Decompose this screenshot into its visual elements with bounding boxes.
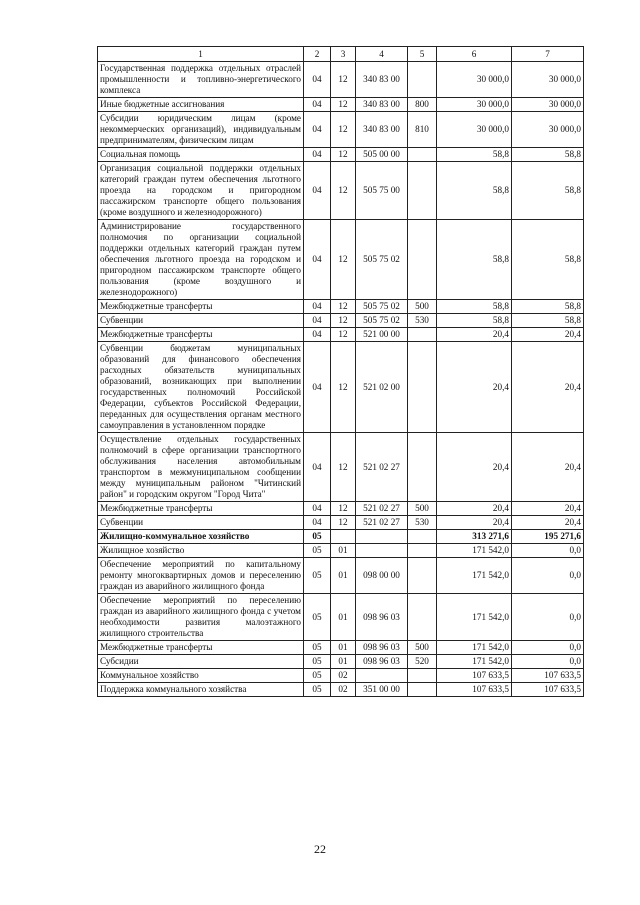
row-amount-2-cell: 0,0 xyxy=(512,641,584,655)
row-subsection-cell: 01 xyxy=(331,558,356,594)
row-expense-type-cell xyxy=(408,544,437,558)
row-amount-1-cell: 58,8 xyxy=(437,314,512,328)
row-subsection-cell: 12 xyxy=(331,502,356,516)
table-row xyxy=(98,594,584,641)
row-subsection-cell: 01 xyxy=(331,544,356,558)
row-subsection-cell: 01 xyxy=(331,641,356,655)
row-amount-2-cell: 0,0 xyxy=(512,655,584,669)
table-row xyxy=(98,342,584,433)
table-row xyxy=(98,544,584,558)
row-target-code-cell: 505 75 02 xyxy=(356,314,408,328)
row-amount-1-cell: 30 000,0 xyxy=(437,112,512,148)
row-expense-type-cell: 500 xyxy=(408,300,437,314)
table-row xyxy=(98,433,584,502)
table-row xyxy=(98,314,584,328)
row-expense-type-cell xyxy=(408,433,437,502)
row-section-cell: 05 xyxy=(304,641,331,655)
row-name-cell: Осуществление отдельных государственных полномочий в сфере организации транспортного обслуживания населения автомобильным транспортом в межмуниципальном сообщении между муниципальным районом "Читинский район" и городским округом "Город Чита" xyxy=(98,433,304,502)
row-amount-1-cell: 171 542,0 xyxy=(437,544,512,558)
row-name-cell: Субвенции xyxy=(98,516,304,530)
row-amount-1-cell: 20,4 xyxy=(437,502,512,516)
row-subsection-cell: 01 xyxy=(331,594,356,641)
row-section-cell: 04 xyxy=(304,328,331,342)
row-amount-1-cell: 171 542,0 xyxy=(437,641,512,655)
row-subsection-cell: 12 xyxy=(331,112,356,148)
table-header-row xyxy=(98,47,584,62)
table-row xyxy=(98,669,584,683)
table-row xyxy=(98,328,584,342)
row-section-cell: 04 xyxy=(304,148,331,162)
row-amount-1-cell: 313 271,6 xyxy=(437,530,512,544)
row-target-code-cell: 098 96 03 xyxy=(356,594,408,641)
row-expense-type-cell xyxy=(408,558,437,594)
table-row xyxy=(98,655,584,669)
row-name-cell: Обеспечение мероприятий по капитальному ремонту многоквартирных домов и переселению граждан из аварийного жилищного фонда xyxy=(98,558,304,594)
row-amount-1-cell: 171 542,0 xyxy=(437,594,512,641)
row-amount-1-cell: 20,4 xyxy=(437,342,512,433)
header-cell-6: 6 xyxy=(437,47,512,62)
row-subsection-cell: 12 xyxy=(331,98,356,112)
header-cell-1: 1 xyxy=(98,47,304,62)
row-name-cell: Межбюджетные трансферты xyxy=(98,502,304,516)
header-cell-7: 7 xyxy=(512,47,584,62)
row-target-code-cell: 521 02 00 xyxy=(356,342,408,433)
row-name-cell: Организация социальной поддержки отдельных категорий граждан путем обеспечения льготного проезда на городском и пригородном пассажирском транспорте общего пользования (кроме воздушного и железнодорожного) xyxy=(98,162,304,220)
row-amount-2-cell: 20,4 xyxy=(512,502,584,516)
row-expense-type-cell: 500 xyxy=(408,502,437,516)
row-target-code-cell xyxy=(356,530,408,544)
row-target-code-cell: 098 96 03 xyxy=(356,641,408,655)
row-amount-1-cell: 58,8 xyxy=(437,148,512,162)
row-target-code-cell: 505 75 00 xyxy=(356,162,408,220)
row-amount-2-cell: 30 000,0 xyxy=(512,112,584,148)
row-expense-type-cell xyxy=(408,669,437,683)
row-name-cell: Поддержка коммунального хозяйства xyxy=(98,683,304,697)
row-section-cell: 04 xyxy=(304,62,331,98)
row-target-code-cell: 340 83 00 xyxy=(356,98,408,112)
row-name-cell: Коммунальное хозяйство xyxy=(98,669,304,683)
row-subsection-cell: 12 xyxy=(331,314,356,328)
row-amount-2-cell: 20,4 xyxy=(512,328,584,342)
row-section-cell: 05 xyxy=(304,558,331,594)
row-expense-type-cell xyxy=(408,328,437,342)
row-expense-type-cell: 530 xyxy=(408,516,437,530)
row-expense-type-cell: 500 xyxy=(408,641,437,655)
row-section-cell: 04 xyxy=(304,98,331,112)
row-amount-2-cell: 30 000,0 xyxy=(512,62,584,98)
row-name-cell: Обеспечение мероприятий по переселению граждан из аварийного жилищного фонда с учетом необходимости развития малоэтажного жилищного строительства xyxy=(98,594,304,641)
table-row xyxy=(98,530,584,544)
row-target-code-cell: 351 00 00 xyxy=(356,683,408,697)
row-target-code-cell: 505 75 02 xyxy=(356,220,408,300)
row-section-cell: 05 xyxy=(304,655,331,669)
row-subsection-cell: 12 xyxy=(331,328,356,342)
row-amount-1-cell: 58,8 xyxy=(437,162,512,220)
row-target-code-cell: 521 02 27 xyxy=(356,433,408,502)
row-amount-1-cell: 20,4 xyxy=(437,328,512,342)
row-subsection-cell: 12 xyxy=(331,220,356,300)
row-section-cell: 04 xyxy=(304,112,331,148)
row-name-cell: Субвенции xyxy=(98,314,304,328)
table-row xyxy=(98,516,584,530)
row-target-code-cell: 521 02 27 xyxy=(356,516,408,530)
row-target-code-cell: 505 75 02 xyxy=(356,300,408,314)
row-section-cell: 05 xyxy=(304,544,331,558)
row-section-cell: 04 xyxy=(304,502,331,516)
table-row xyxy=(98,148,584,162)
row-target-code-cell: 505 00 00 xyxy=(356,148,408,162)
row-amount-2-cell: 20,4 xyxy=(512,342,584,433)
row-subsection-cell: 02 xyxy=(331,669,356,683)
table-row xyxy=(98,683,584,697)
table-row xyxy=(98,98,584,112)
row-amount-2-cell: 58,8 xyxy=(512,220,584,300)
row-amount-2-cell: 30 000,0 xyxy=(512,98,584,112)
row-target-code-cell: 340 83 00 xyxy=(356,62,408,98)
row-section-cell: 04 xyxy=(304,342,331,433)
row-amount-2-cell: 0,0 xyxy=(512,558,584,594)
row-name-cell: Субвенции бюджетам муниципальных образований для финансового обеспечения расходных обязательств муниципальных образований, возникающих при выполнении государственных полномочий Российской Федерации, субъектов Российской Федерации, переданных для осуществления органам местного самоуправления в установленном порядке xyxy=(98,342,304,433)
row-section-cell: 04 xyxy=(304,516,331,530)
header-cell-5: 5 xyxy=(408,47,437,62)
row-amount-2-cell: 195 271,6 xyxy=(512,530,584,544)
row-amount-2-cell: 20,4 xyxy=(512,516,584,530)
row-expense-type-cell xyxy=(408,220,437,300)
row-amount-2-cell: 0,0 xyxy=(512,594,584,641)
budget-table xyxy=(97,46,584,697)
row-amount-2-cell: 0,0 xyxy=(512,544,584,558)
row-name-cell: Администрирование государственного полномочия по организации социальной поддержки отдельных категорий граждан путем обеспечения льготного проезда на городском и пригородном пассажирском транспорте общего пользования (кроме воздушного и железнодорожного) xyxy=(98,220,304,300)
row-name-cell: Иные бюджетные ассигнования xyxy=(98,98,304,112)
row-amount-2-cell: 58,8 xyxy=(512,148,584,162)
row-name-cell: Межбюджетные трансферты xyxy=(98,300,304,314)
row-expense-type-cell: 810 xyxy=(408,112,437,148)
row-name-cell: Жилищно-коммунальное хозяйство xyxy=(98,530,304,544)
row-section-cell: 05 xyxy=(304,594,331,641)
row-name-cell: Субсидии xyxy=(98,655,304,669)
row-subsection-cell: 01 xyxy=(331,655,356,669)
row-section-cell: 04 xyxy=(304,314,331,328)
row-amount-1-cell: 30 000,0 xyxy=(437,62,512,98)
row-expense-type-cell: 530 xyxy=(408,314,437,328)
table-row xyxy=(98,162,584,220)
row-target-code-cell xyxy=(356,544,408,558)
row-amount-1-cell: 171 542,0 xyxy=(437,655,512,669)
row-name-cell: Субсидии юридическим лицам (кроме некоммерческих организаций), индивидуальным предпринимателям, физическим лицам xyxy=(98,112,304,148)
row-subsection-cell: 12 xyxy=(331,300,356,314)
row-amount-2-cell: 58,8 xyxy=(512,162,584,220)
row-target-code-cell: 098 96 03 xyxy=(356,655,408,669)
row-expense-type-cell xyxy=(408,62,437,98)
table-row xyxy=(98,558,584,594)
row-subsection-cell: 12 xyxy=(331,516,356,530)
row-amount-1-cell: 20,4 xyxy=(437,516,512,530)
row-name-cell: Межбюджетные трансферты xyxy=(98,328,304,342)
row-amount-2-cell: 107 633,5 xyxy=(512,669,584,683)
row-amount-2-cell: 58,8 xyxy=(512,300,584,314)
row-amount-1-cell: 30 000,0 xyxy=(437,98,512,112)
row-amount-1-cell: 58,8 xyxy=(437,300,512,314)
row-section-cell: 05 xyxy=(304,530,331,544)
table-row xyxy=(98,502,584,516)
row-section-cell: 04 xyxy=(304,162,331,220)
table-row xyxy=(98,641,584,655)
row-name-cell: Государственная поддержка отдельных отраслей промышленности и топливно-энергетического комплекса xyxy=(98,62,304,98)
table-row xyxy=(98,112,584,148)
row-section-cell: 05 xyxy=(304,669,331,683)
header-cell-4: 4 xyxy=(356,47,408,62)
row-subsection-cell: 12 xyxy=(331,342,356,433)
page-number: 22 xyxy=(314,842,326,856)
row-target-code-cell: 521 02 27 xyxy=(356,502,408,516)
row-amount-1-cell: 107 633,5 xyxy=(437,669,512,683)
row-expense-type-cell: 520 xyxy=(408,655,437,669)
row-expense-type-cell xyxy=(408,594,437,641)
row-expense-type-cell xyxy=(408,148,437,162)
row-expense-type-cell xyxy=(408,683,437,697)
table-row xyxy=(98,220,584,300)
row-expense-type-cell xyxy=(408,530,437,544)
row-amount-1-cell: 58,8 xyxy=(437,220,512,300)
row-section-cell: 04 xyxy=(304,220,331,300)
row-expense-type-cell xyxy=(408,342,437,433)
row-target-code-cell: 521 00 00 xyxy=(356,328,408,342)
row-section-cell: 04 xyxy=(304,433,331,502)
row-amount-1-cell: 20,4 xyxy=(437,433,512,502)
row-amount-2-cell: 58,8 xyxy=(512,314,584,328)
row-section-cell: 04 xyxy=(304,300,331,314)
row-section-cell: 05 xyxy=(304,683,331,697)
row-amount-2-cell: 107 633,5 xyxy=(512,683,584,697)
row-target-code-cell: 340 83 00 xyxy=(356,112,408,148)
row-amount-2-cell: 20,4 xyxy=(512,433,584,502)
table-row xyxy=(98,300,584,314)
row-target-code-cell xyxy=(356,669,408,683)
row-amount-1-cell: 107 633,5 xyxy=(437,683,512,697)
row-target-code-cell: 098 00 00 xyxy=(356,558,408,594)
row-subsection-cell: 12 xyxy=(331,162,356,220)
table-row xyxy=(98,62,584,98)
row-name-cell: Межбюджетные трансферты xyxy=(98,641,304,655)
header-cell-3: 3 xyxy=(331,47,356,62)
row-name-cell: Жилищное хозяйство xyxy=(98,544,304,558)
row-subsection-cell: 12 xyxy=(331,433,356,502)
row-subsection-cell: 12 xyxy=(331,148,356,162)
row-subsection-cell: 02 xyxy=(331,683,356,697)
row-expense-type-cell: 800 xyxy=(408,98,437,112)
row-name-cell: Социальная помощь xyxy=(98,148,304,162)
header-cell-2: 2 xyxy=(304,47,331,62)
row-expense-type-cell xyxy=(408,162,437,220)
row-subsection-cell xyxy=(331,530,356,544)
row-subsection-cell: 12 xyxy=(331,62,356,98)
row-amount-1-cell: 171 542,0 xyxy=(437,558,512,594)
